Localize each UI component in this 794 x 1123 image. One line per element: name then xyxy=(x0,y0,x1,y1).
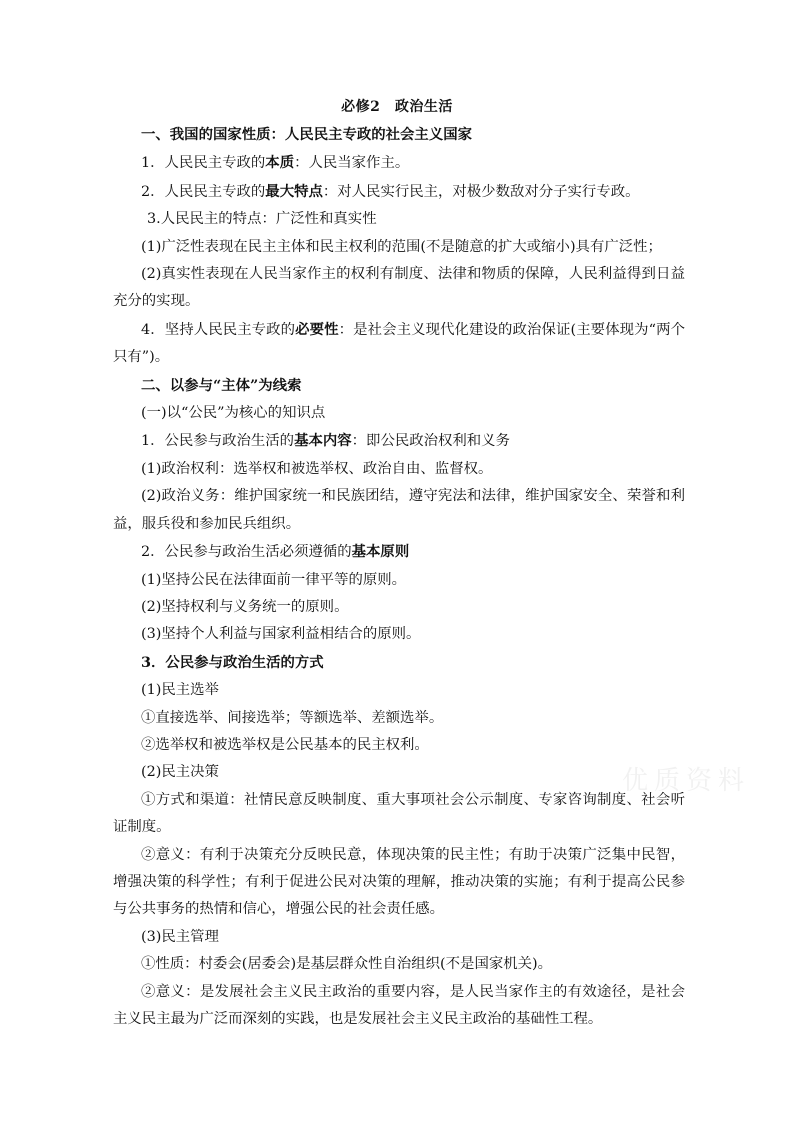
text-run: ②意义：是发展社会主义民主政治的重要内容，是人民当家作主的有效途径，是社会主义民主最为广泛而深刻的实践，也是发展社会主义民主政治的基础性工程。 xyxy=(113,983,685,1027)
text-run: 基本内容 xyxy=(294,432,352,450)
paragraph-s2-1-3a1 xyxy=(113,705,685,732)
text-run: 基本原则 xyxy=(351,543,410,561)
text-run: 必要性 xyxy=(295,320,339,338)
paragraph-s2-1-3 xyxy=(113,649,685,677)
paragraph-s1-1 xyxy=(113,149,685,177)
text-run: (2)坚持权利与义务统一的原则。 xyxy=(141,598,349,615)
text-run: 1．公民参与政治生活的 xyxy=(141,433,295,450)
paragraph-s2 xyxy=(113,372,685,400)
text-run: (2)民主决策 xyxy=(141,764,219,781)
text-run: (3)坚持个人利益与国家利益相结合的原则。 xyxy=(141,626,421,643)
text-run: (2)政治义务：维护国家统一和民族团结，遵守宪法和法律，维护国家安全、荣誉和利益，服兵役和参加民兵组织。 xyxy=(113,488,685,532)
document-body xyxy=(113,121,685,1033)
paragraph-s2-1-2b xyxy=(113,594,685,621)
paragraph-s2-1-3b xyxy=(113,759,685,786)
paragraph-s1 xyxy=(113,121,685,149)
paragraph-s2-1-3c1 xyxy=(113,951,685,978)
text-run: ：是社会主义现代化建设的政治保证(主要体现为“两个只有”)。 xyxy=(113,321,685,366)
paragraph-s2-1-1a xyxy=(113,456,685,483)
paragraph-s2-1-3c xyxy=(113,924,685,951)
paragraph-s2-1-3b2 xyxy=(113,842,685,924)
paragraph-s1-3b xyxy=(113,261,685,316)
text-run: (1)坚持公民在法律面前一律平等的原则。 xyxy=(141,571,407,588)
text-run: (1)民主选举 xyxy=(141,682,219,699)
paragraph-s2-1-2 xyxy=(113,538,685,566)
paragraph-s1-4 xyxy=(113,316,685,372)
text-run: (1)广泛性表现在民主主体和民主权利的范围(不是随意的扩大或缩小)具有广泛性； xyxy=(141,238,662,255)
text-run: 2．人民民主专政的 xyxy=(141,183,266,200)
paragraph-s2-1-1 xyxy=(113,427,685,455)
text-run: 二、以参与“主体”为线索 xyxy=(141,376,302,394)
paragraph-s2-1-3a xyxy=(113,677,685,704)
text-run: ：对人民实行民主，对极少数敌对分子实行专政。 xyxy=(322,183,640,200)
paragraph-s2-1-2c xyxy=(113,621,685,648)
text-run: ①直接选举、间接选举；等额选举、差额选举。 xyxy=(141,709,444,726)
paragraph-s1-3a xyxy=(113,234,685,261)
paragraph-s1-2 xyxy=(113,178,685,206)
watermark: 优质资料 xyxy=(622,766,751,796)
text-run: 2．公民参与政治生活必须遵循的 xyxy=(141,544,352,561)
text-run: ②选举权和被选举权是公民基本的民主权利。 xyxy=(141,736,429,753)
text-run: 1．人民民主专政的 xyxy=(141,155,266,172)
text-run: (3)民主管理 xyxy=(141,928,219,945)
text-run: ②意义：有利于决策充分反映民意，体现决策的民主性；有助于决策广泛集中民智，增强决策的科学性；有利于促进公民对决策的理解，推动决策的实施；有利于提高公民参与公共事务的热情和信心，增强公民的社会责任感。 xyxy=(113,846,685,918)
text-run: ：即公民政治权利和义务 xyxy=(351,433,510,450)
paragraph-s2-1-2a xyxy=(113,567,685,594)
paragraph-s1-3 xyxy=(113,206,685,233)
paragraph-s2-1-3a2 xyxy=(113,732,685,759)
text-run: ①性质：村委会(居委会)是基层群众性自治组织(不是国家机关)。 xyxy=(141,956,553,973)
text-run: (一)以“公民”为核心的知识点 xyxy=(141,405,326,422)
paragraph-s2-1 xyxy=(113,400,685,427)
text-run: 一、我国的国家性质：人民民主专政的社会主义国家 xyxy=(141,126,472,143)
text-run: 4．坚持人民民主专政的 xyxy=(141,321,296,338)
page-title: 必修2 政治生活 xyxy=(341,99,453,115)
paragraph-s2-1-1b xyxy=(113,483,685,538)
text-run: 本质 xyxy=(265,154,295,172)
text-run: 3.人民民主的特点：广泛性和真实性 xyxy=(147,211,377,228)
text-run: 最大特点 xyxy=(265,182,323,200)
text-run: (1)政治权利：选举权和被选举权、政治自由、监督权。 xyxy=(141,460,493,477)
paragraph-s2-1-3b1 xyxy=(113,787,685,842)
text-run: (2)真实性表现在人民当家作主的权利有制度、法律和物质的保障，人民利益得到日益充分的实现。 xyxy=(113,266,685,310)
text-run: 3．公民参与政治生活的方式 xyxy=(141,653,324,671)
text-run: ：人民当家作主。 xyxy=(294,155,410,172)
paragraph-s2-1-3c2 xyxy=(113,979,685,1034)
text-run: ①方式和渠道：社情民意反映制度、重大事项社会公示制度、专家咨询制度、社会听证制度。 xyxy=(113,791,685,836)
